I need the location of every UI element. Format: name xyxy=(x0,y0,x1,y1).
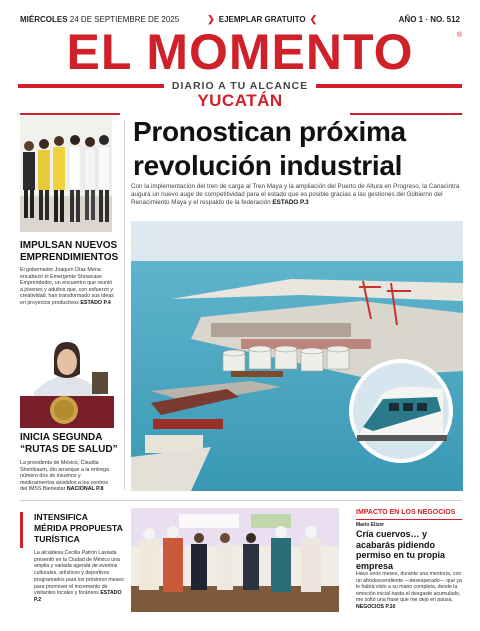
dek-text: Con la implementación del tren de carga al Tren Maya y la ampliación del Puerto de Altura en Progreso, la Canacintra augura un nuevo auge de competitividad para el estado que es posible gracias a las gestiones del Gobierno del Renacimiento Maya y el respaldo de la federación xyxy=(131,183,460,206)
port-aerial-photo xyxy=(131,221,463,491)
story-summary xyxy=(34,550,126,604)
headline-line: permiso en tu propia xyxy=(356,550,446,561)
headline-line: TURÍSTICA xyxy=(34,534,80,544)
column-divider xyxy=(124,120,125,490)
page-reference[interactable]: ESTADO P.3 xyxy=(272,199,309,206)
story-summary xyxy=(20,460,116,493)
entrepreneurs-group-photo xyxy=(20,116,112,232)
newspaper-name: EL MOMENTO xyxy=(66,24,414,80)
headline-line: “RUTAS DE SALUD” xyxy=(20,443,118,455)
section-label: IMPACTO EN LOS NEGOCIOS xyxy=(356,509,462,520)
headline-line: INTENSIFICA xyxy=(34,512,88,522)
chevron-right-icon: ❯ xyxy=(207,13,215,24)
story-body: La alcaldesa Cecilia Patrón Laviada presentó en la Ciudad de México una amplia y variada agenda de eventos culturales, artísticos y deportivos programados para los próximos meses para promover el incremento de visitantes locales y foráneos xyxy=(34,550,124,597)
story-body: La presidenta de México, Claudia Sheinbaum, dio arranque a la entrega número dos de insumos y medicamentos asistidos a los centros del IMSS Bienestar xyxy=(20,460,109,493)
tourism-event-photo xyxy=(131,508,339,612)
column-author: Mario Elizer xyxy=(356,522,385,528)
headline-line: revolución industrial xyxy=(133,150,403,181)
chevron-left-icon: ❮ xyxy=(309,13,318,24)
headline-line: EMPRENDIMIENTOS xyxy=(20,251,119,263)
story-accent-bar xyxy=(20,512,23,548)
page-reference[interactable]: NACIONAL P.8 xyxy=(66,486,104,493)
headline-line: INICIA SEGUNDA xyxy=(20,432,103,443)
section-rule-left xyxy=(20,113,120,115)
tagline-rule-left xyxy=(18,84,164,88)
story-headline xyxy=(20,432,118,455)
page-reference[interactable]: ESTADO P.4 xyxy=(80,299,111,306)
main-headline xyxy=(133,115,463,183)
main-story-dek xyxy=(131,183,463,207)
story-body: El gobernador Joaquín Díaz Mena encabezó el Emergente Showcase Emprendedor, un encuentro que reunió a jóvenes y adultos que, con esfuerzo y creatividad, han transformado sus ideas en proyectos productivos xyxy=(20,267,114,306)
free-copy-text: EJEMPLAR GRATUITO xyxy=(218,14,306,24)
column-summary xyxy=(356,571,462,611)
tagline-rule-right xyxy=(316,84,462,88)
masthead xyxy=(18,26,462,78)
story-summary xyxy=(20,267,116,307)
headline-line: MÉRIDA PROPUESTA xyxy=(34,523,123,533)
page-reference[interactable]: NEGOCIOS P.10 xyxy=(356,603,396,610)
page-reference[interactable]: ESTADO P.2 xyxy=(34,590,122,603)
president-portrait-photo xyxy=(20,332,114,428)
edition-region: YUCATÁN xyxy=(197,91,283,110)
section-divider xyxy=(20,500,462,501)
headline-line: IMPULSAN NUEVOS xyxy=(20,240,118,251)
column-headline xyxy=(356,529,462,571)
headline-line: acabarás pidiendo xyxy=(356,539,436,550)
story-headline xyxy=(20,240,118,263)
issue-date-text: 24 DE SEPTIEMBRE DE 2025 xyxy=(69,14,180,24)
story-headline xyxy=(34,512,128,545)
headline-line: Pronostican próxima xyxy=(133,116,406,147)
headline-line: empresa xyxy=(356,560,394,571)
column-body: Hace unos meses, durante una mentoría, con un afrodescendiente —desesperado— que ya le había visto a su mano completa, desde la emoción inicial hasta el desgaste acumulado, me soltó una frase que me dejó en pausa. xyxy=(356,571,462,604)
edition-number: AÑO 1 · NO. 512 xyxy=(398,14,460,24)
tagline: DIARIO A TU ALCANCE xyxy=(171,80,309,92)
free-copy-label xyxy=(207,14,317,25)
issue-date xyxy=(20,15,179,24)
issue-day: MIÉRCOLES xyxy=(20,14,68,24)
headline-line: Cría cuervos… y xyxy=(356,529,428,539)
registered-mark: ® xyxy=(456,32,462,39)
